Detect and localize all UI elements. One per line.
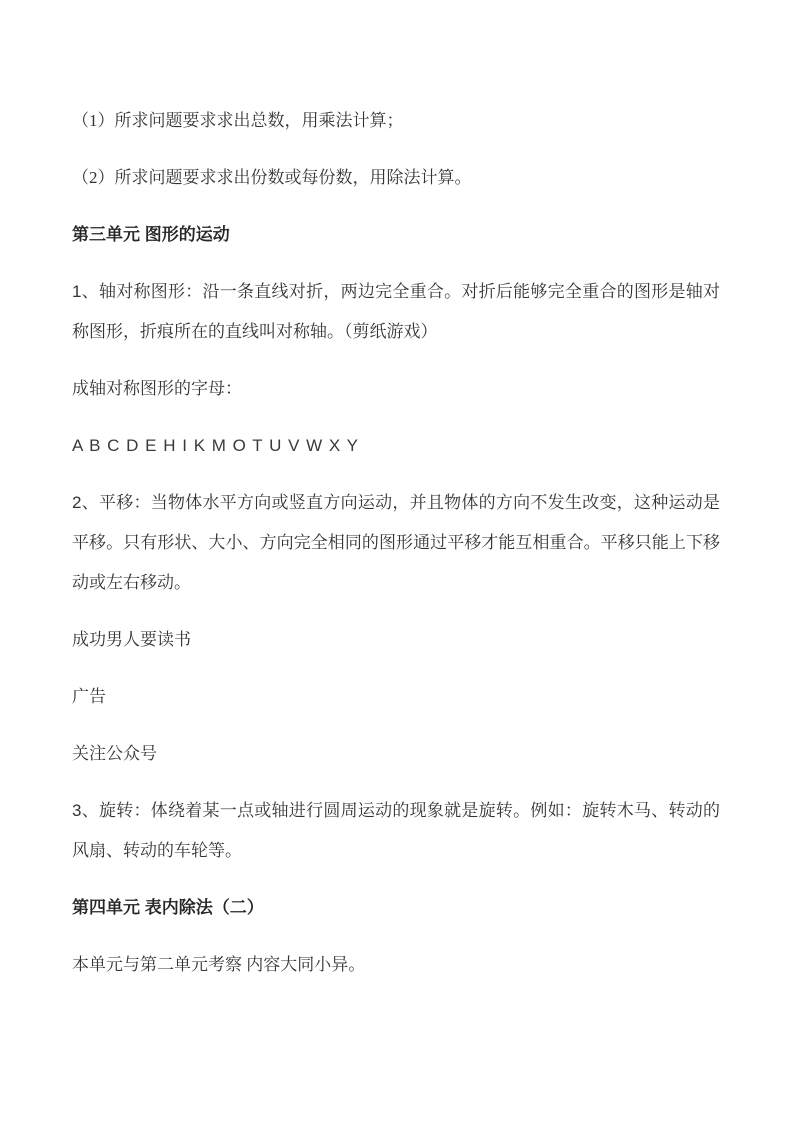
paragraph-translation [72, 483, 720, 603]
text-line: 广告 [72, 687, 106, 706]
text-line: 风扇、转动的车轮等。 [72, 841, 242, 860]
paragraph-multiply-rule [72, 101, 720, 141]
text-line: 成功男人要读书 [72, 630, 191, 649]
text-line: （2）所求问题要求求出份数或每份数，用除法计算。 [72, 168, 472, 187]
paragraph-letters-label [72, 369, 720, 409]
text-line: 3、旋转：体绕着某一点或轴进行圆周运动的现象就是旋转。例如：旋转木马、转动的 [72, 801, 720, 820]
section-heading-unit3 [72, 215, 720, 255]
paragraph-rotation [72, 791, 720, 871]
paragraph-axial-symmetry [72, 272, 720, 352]
text-line: 关注公众号 [72, 744, 157, 763]
text-line: 平移。只有形状、大小、方向完全相同的图形通过平移才能互相重合。平移只能上下移 [72, 533, 720, 552]
text-line: A B C D E H I K M O T U V W X Y [72, 436, 360, 455]
text-line: 称图形，折痕所在的直线叫对称轴。（剪纸游戏） [72, 322, 438, 341]
heading-text: 第四单元 表内除法（二） [72, 898, 264, 917]
text-line: 2、平移：当物体水平方向或竖直方向运动，并且物体的方向不发生改变，这种运动是 [72, 493, 720, 512]
text-line: 成轴对称图形的字母： [72, 379, 242, 398]
heading-text: 第三单元 图形的运动 [72, 225, 230, 244]
paragraph-ad-3 [72, 734, 720, 774]
text-line: （1）所求问题要求求出总数，用乘法计算； [72, 111, 404, 130]
text-line: 本单元与第二单元考察 内容大同小异。 [72, 955, 366, 974]
paragraph-unit4-note [72, 945, 720, 985]
paragraph-ad-2 [72, 677, 720, 717]
paragraph-ad-1 [72, 620, 720, 660]
text-line: 1、轴对称图形：沿一条直线对折，两边完全重合。对折后能够完全重合的图形是轴对 [72, 282, 720, 301]
text-line: 动或左右移动。 [72, 573, 191, 592]
paragraph-divide-rule [72, 158, 720, 198]
paragraph-symmetric-letters [72, 426, 720, 466]
section-heading-unit4 [72, 888, 720, 928]
